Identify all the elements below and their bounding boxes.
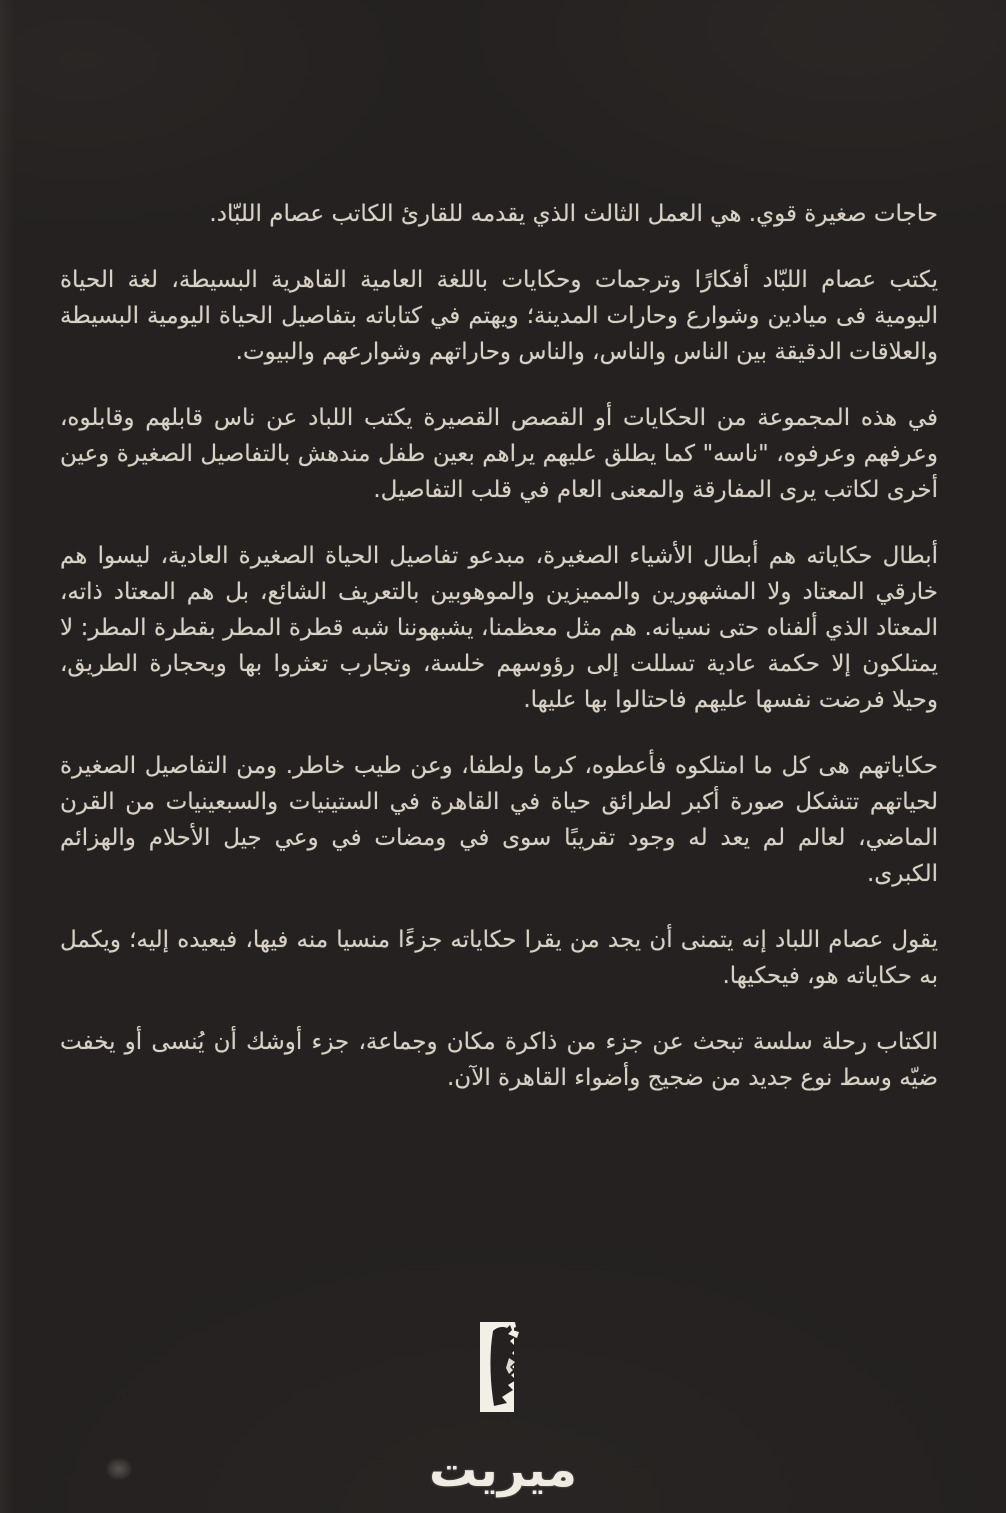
publisher-block: [0, 1322, 1006, 1498]
back-cover-blurb: [60, 196, 938, 1126]
publisher-name: ميريت: [428, 1442, 577, 1498]
blurb-paragraph-collection: في هذه المجموعة من الحكايات أو القصص القصيرة يكتب اللباد عن ناس قابلهم وقابلوه، وعرفهم وعرفوه، "ناسه" كما يطلق عليهم يراهم بعين طفل مندهش بالتفاصيل الصغيرة وعين أخرى لكاتب يرى المفارقة والمعنى العام في قلب التفاصيل.: [60, 405, 938, 503]
smudge-mark: [106, 1458, 132, 1480]
blurb-paragraph-author-wish: يقول عصام اللباد إنه يتمنى أن يجد من يقرا حكاياته جزءًا منسيا منه فيها، فيعيده إليه؛ ويكمل به حكاياته هو، فيحكيها.: [60, 927, 938, 989]
blurb-paragraph-closing: الكتاب رحلة سلسة تبحث عن جزء من ذاكرة مكان وجماعة، جزء أوشك أن يُنسى أو يخفت ضيّه وسط نوع جديد من ضجيج وأضواء القاهرة الآن.: [60, 1029, 938, 1091]
blurb-paragraph-stories: حكاياتهم هى كل ما امتلكوه فأعطوه، كرما ولطفا، وعن طيب خاطر. ومن التفاصيل الصغيرة لحياتهم تتشكل صورة أكبر لطرائق حياة في القاهرة في الستينيات والسبعينيات من القرن الماضي، لعالم لم يعد له وجود تقريبًا سوى في ومضات في وعي جيل الأحلام والهزائم الكبرى.: [60, 753, 938, 887]
blurb-paragraph-heroes: أبطال حكاياته هم أبطال الأشياء الصغيرة، مبدعو تفاصيل الحياة الصغيرة العادية، ليسوا هم خارقي المعتاد ولا المشهورين والمميزين والموهوبين بالتعريف الشائع، بل هم المعتاد ذاته، المعتاد الذي ألفناه حتى نسيانه. هم مثل معظمنا، يشبهوننا شبه قطرة المطر بقطرة المطر: لا يمتلكون إلا حكمة عادية تسللت إلى رؤوسهم خلسة، وتجارب تعثروا بها وبحجارة الطريق، وحيلا فرضت نفسها عليهم فاحتالوا بها عليها.: [60, 543, 938, 713]
blurb-paragraph-author-style: يكتب عصام اللبّاد أفكارًا وترجمات وحكايات باللغة العامية القاهرية البسيطة، لغة الحياة اليومية فى ميادين وشوارع وحارات المدينة؛ ويهتم في كتاباته بتفاصيل الحياة اليومية البسيطة والعلاقات الدقيقة بين الناس والناس، والناس وحاراتهم وشوارعهم والبيوت.: [60, 267, 938, 365]
blurb-paragraph-intro: حاجات صغيرة قوي. هي العمل الثالث الذي يقدمه للقارئ الكاتب عصام اللبّاد.: [209, 201, 938, 227]
merit-pharaoh-profile-icon: [479, 1322, 519, 1416]
